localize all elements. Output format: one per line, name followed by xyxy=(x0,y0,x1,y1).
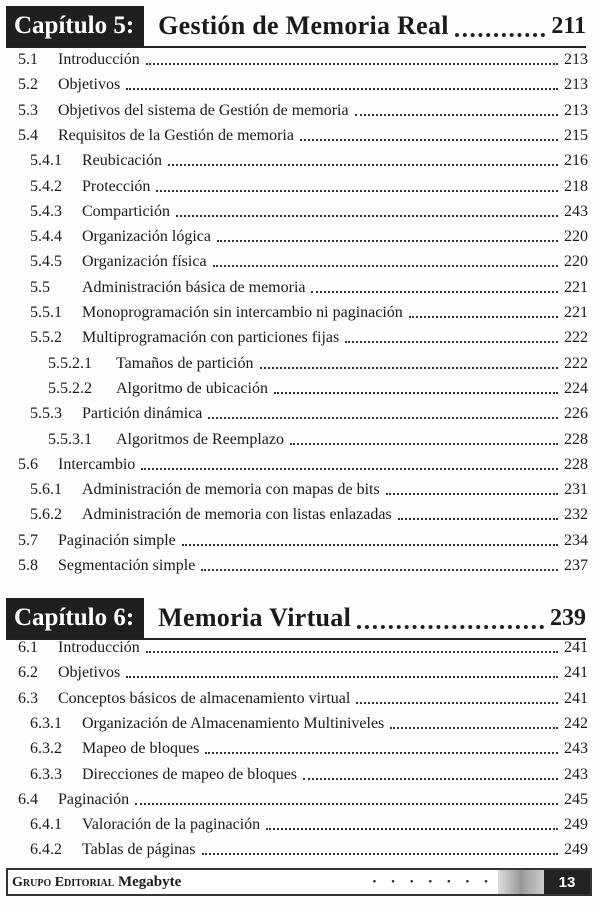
toc-entry-page: 237 xyxy=(564,557,588,574)
toc-entry-title: Conceptos básicos de almacenamiento virtual xyxy=(58,689,351,707)
toc-entry xyxy=(18,121,588,146)
toc-entry-number: 5.8 xyxy=(18,557,38,574)
footer-shade xyxy=(498,870,544,894)
toc-entry-title: Introducción xyxy=(58,51,140,68)
toc-entry-page: 215 xyxy=(564,126,588,144)
toc-entry-page: 249 xyxy=(564,841,588,859)
publisher-name xyxy=(12,874,181,891)
toc-entry xyxy=(30,323,588,348)
chapter-label: Capítulo 5: xyxy=(6,6,144,46)
toc-entry xyxy=(18,450,588,475)
publisher-brand: Megabyte xyxy=(117,873,182,890)
toc-entry-title: Multiprogramación con particiones fijas xyxy=(82,329,340,347)
chapter-page: 239 xyxy=(550,604,586,631)
leader-dots xyxy=(390,727,558,729)
toc-entry xyxy=(30,399,588,424)
toc-entry-title: Administración de memoria con mapas de bits xyxy=(82,481,380,499)
toc-entry xyxy=(48,425,588,450)
toc-entry xyxy=(18,633,588,658)
toc-entry-title: Paginación xyxy=(58,790,130,808)
toc-entry xyxy=(18,96,588,121)
leader-dots xyxy=(357,615,544,629)
toc-entry-number: 5.6 xyxy=(18,455,38,473)
toc-entry-number: 6.2 xyxy=(18,664,38,682)
leader-dots xyxy=(205,752,558,754)
toc-entry-number: 5.5 xyxy=(30,278,50,296)
toc-entry xyxy=(48,349,588,374)
toc-entry-number: 6.4.2 xyxy=(30,841,62,859)
toc-entry-page: 234 xyxy=(564,531,588,549)
toc-entry xyxy=(30,247,588,272)
toc-entry xyxy=(18,658,588,683)
toc-entry-title: Requisitos de la Gestión de memoria xyxy=(58,126,294,144)
leader-dots xyxy=(156,190,558,192)
toc-entry xyxy=(30,146,588,171)
toc-entry-title: Valoración de la paginación xyxy=(82,816,261,834)
toc-entry-number: 6.3.3 xyxy=(30,765,62,783)
toc-entry-title: Tablas de páginas xyxy=(82,841,196,859)
toc-entry-title: Segmentación simple xyxy=(58,557,196,574)
chapter-5-header xyxy=(6,6,586,48)
toc-entry xyxy=(30,273,588,298)
leader-dots xyxy=(146,63,558,65)
leader-dots xyxy=(202,853,558,855)
toc-entry-title: Tamaños de partición xyxy=(116,354,254,372)
publisher-prefix: Grupo Editorial xyxy=(12,874,115,890)
leader-dots xyxy=(182,544,558,546)
toc-entry-page: 220 xyxy=(564,253,588,271)
toc-entry-title: Intercambio xyxy=(58,455,136,473)
toc-entry-page: 242 xyxy=(564,714,588,732)
leader-dots xyxy=(126,676,558,678)
toc-entry-page: 228 xyxy=(564,455,588,473)
chapter-page: 211 xyxy=(551,12,586,39)
leader-dots xyxy=(303,778,558,780)
leader-dots xyxy=(455,23,545,37)
toc-entry-page: 213 xyxy=(564,51,588,68)
toc-entry-number: 5.1 xyxy=(18,51,38,68)
toc-entry-title: Partición dinámica xyxy=(82,405,203,423)
toc-entry-number: 5.5.2 xyxy=(30,329,62,347)
toc-entry-title: Administración de memoria con listas enlazadas xyxy=(82,506,392,524)
leader-dots xyxy=(266,828,558,830)
toc-entry-number: 5.5.1 xyxy=(30,304,62,321)
toc-entry xyxy=(18,70,588,95)
toc-entry-page: 222 xyxy=(564,329,588,347)
toc-entry xyxy=(30,500,588,525)
leader-dots xyxy=(213,265,558,267)
toc-entry-title: Direcciones de mapeo de bloques xyxy=(82,765,298,783)
leader-dots xyxy=(300,139,558,141)
toc-entry-number: 6.4.1 xyxy=(30,816,62,834)
footer-bullets: • • • • • • • xyxy=(372,876,494,888)
toc-entry-number: 6.3.1 xyxy=(30,714,62,732)
toc-entry-number: 6.3 xyxy=(18,689,38,707)
leader-dots xyxy=(356,702,558,704)
toc-entry-title: Compartición xyxy=(82,202,170,220)
toc-entry xyxy=(30,172,588,197)
toc-entry-page: 241 xyxy=(564,689,588,707)
toc-entry-title: Paginación simple xyxy=(58,531,176,549)
toc-entry-number: 5.4.3 xyxy=(30,202,62,220)
leader-dots xyxy=(146,651,558,653)
toc-entry xyxy=(30,734,588,759)
toc-entry xyxy=(30,298,588,323)
toc-entry-page: 243 xyxy=(564,740,588,758)
toc-entry xyxy=(30,197,588,222)
toc-entry-page: 226 xyxy=(564,405,588,423)
toc-entry xyxy=(48,374,588,399)
toc-entry xyxy=(18,785,588,810)
toc-entry-number: 5.4.1 xyxy=(30,152,62,170)
toc-entry xyxy=(30,760,588,785)
leader-dots xyxy=(398,518,558,520)
toc-entry-title: Reubicación xyxy=(82,152,162,170)
leader-dots xyxy=(345,341,558,343)
toc-entry xyxy=(18,45,588,70)
chapter-label: Capítulo 6: xyxy=(6,598,144,638)
toc-entry xyxy=(30,835,588,860)
toc-entry-number: 6.4 xyxy=(18,790,38,808)
toc-entry-number: 5.4.4 xyxy=(30,228,62,246)
leader-dots xyxy=(141,468,558,470)
toc-entry-page: 213 xyxy=(564,76,588,94)
toc-entry-page: 243 xyxy=(564,765,588,783)
toc-entry-page: 243 xyxy=(564,202,588,220)
toc-entry-page: 231 xyxy=(564,481,588,499)
toc-entry-page: 245 xyxy=(564,790,588,808)
toc-entry-page: 224 xyxy=(564,379,588,397)
toc-entry-number: 6.1 xyxy=(18,639,38,656)
toc-entry-number: 5.7 xyxy=(18,531,38,549)
toc-entry-title: Objetivos del sistema de Gestión de memoria xyxy=(58,101,349,119)
toc-entry-page: 228 xyxy=(564,430,588,448)
toc-entry-page: 221 xyxy=(564,278,588,296)
leader-dots xyxy=(208,417,558,419)
toc-entry-number: 5.4.5 xyxy=(30,253,62,271)
toc-entry-title: Objetivos xyxy=(58,664,121,682)
toc-entry-number: 5.6.2 xyxy=(30,506,62,524)
toc-entry-page: 222 xyxy=(564,354,588,372)
toc-entry-number: 5.5.3.1 xyxy=(48,430,92,448)
toc-entry-page: 241 xyxy=(564,664,588,682)
toc-entry-number: 5.5.2.2 xyxy=(48,379,92,397)
chapter-title: Gestión de Memoria Real xyxy=(158,11,449,40)
toc-entry xyxy=(30,709,588,734)
leader-dots xyxy=(290,443,558,445)
toc-entry-number: 6.3.2 xyxy=(30,740,62,758)
toc-entry-title: Organización lógica xyxy=(82,228,211,246)
leader-dots xyxy=(274,392,558,394)
toc-entry-page: 249 xyxy=(564,816,588,834)
toc-entry xyxy=(30,222,588,247)
toc-entry-page: 220 xyxy=(564,228,588,246)
toc-entry-page: 241 xyxy=(564,639,588,656)
leader-dots xyxy=(126,88,558,90)
toc-entry xyxy=(18,551,588,576)
toc-entry-title: Monoprogramación sin intercambio ni paginación xyxy=(82,304,403,321)
leader-dots xyxy=(176,215,558,217)
toc-entry-number: 5.5.2.1 xyxy=(48,354,92,372)
toc-entry xyxy=(30,810,588,835)
page-number: 13 xyxy=(544,870,590,894)
leader-dots xyxy=(217,240,558,242)
toc-entry-number: 5.4 xyxy=(18,126,38,144)
toc-entry xyxy=(18,684,588,709)
toc-entry-title: Algoritmos de Reemplazo xyxy=(116,430,284,448)
toc-entry-title: Introducción xyxy=(58,639,140,656)
toc-entry-number: 5.4.2 xyxy=(30,177,62,195)
toc-entry-page: 216 xyxy=(564,152,588,170)
leader-dots xyxy=(311,291,558,293)
toc-entry-title: Administración básica de memoria xyxy=(82,278,306,296)
toc-entry-page: 213 xyxy=(564,101,588,119)
toc-entry-title: Organización de Almacenamiento Multiniveles xyxy=(82,714,385,732)
toc-entry-title: Protección xyxy=(82,177,151,195)
toc-entry-number: 5.2 xyxy=(18,76,38,94)
leader-dots xyxy=(201,569,558,571)
toc-entry-title: Algoritmo de ubicación xyxy=(116,379,268,397)
leader-dots xyxy=(355,114,558,116)
toc-entry xyxy=(18,526,588,551)
toc-entry-page: 232 xyxy=(564,506,588,524)
leader-dots xyxy=(386,493,558,495)
page-footer xyxy=(6,868,592,896)
toc-entry-number: 5.6.1 xyxy=(30,481,62,499)
chapter-title: Memoria Virtual xyxy=(158,603,352,632)
toc-entry-page: 221 xyxy=(564,304,588,321)
leader-dots xyxy=(135,803,558,805)
toc-entry-title: Organización física xyxy=(82,253,207,271)
leader-dots xyxy=(260,367,559,369)
toc-entry-page: 218 xyxy=(564,177,588,195)
toc-entry-title: Objetivos xyxy=(58,76,121,94)
toc-entry-number: 5.5.3 xyxy=(30,405,62,423)
leader-dots xyxy=(409,316,558,318)
toc-entry-title: Mapeo de bloques xyxy=(82,740,200,758)
toc-entry xyxy=(30,475,588,500)
toc-entry-number: 5.3 xyxy=(18,101,38,119)
leader-dots xyxy=(168,164,558,166)
